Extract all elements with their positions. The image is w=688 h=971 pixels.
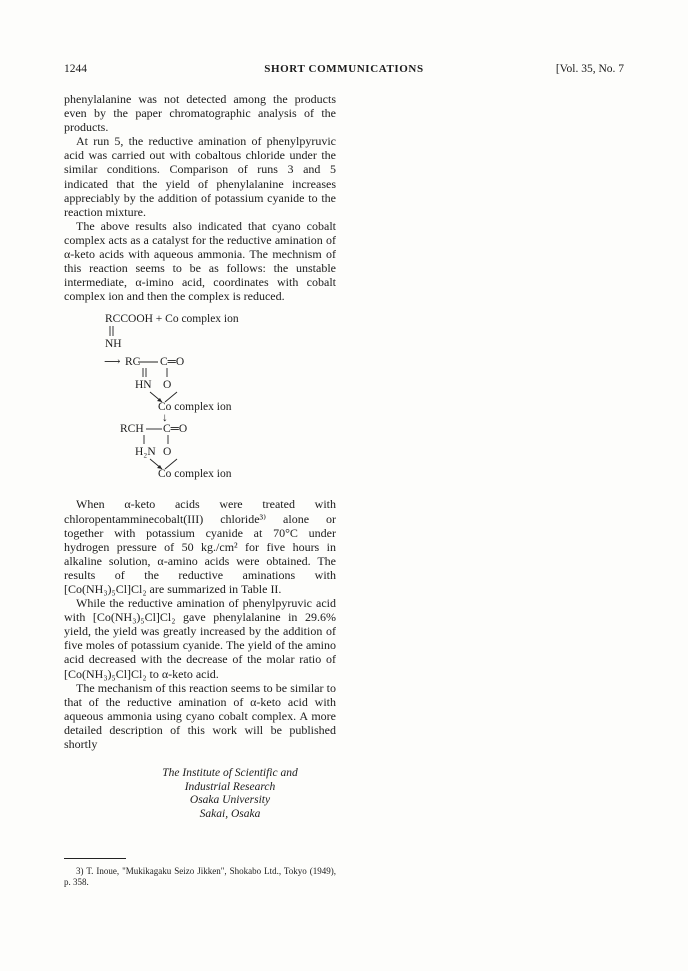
scheme-imine-nh: NH xyxy=(105,338,122,351)
affiliation-line-4: Sakai, Osaka xyxy=(199,807,261,820)
scheme-oxygen-2: O xyxy=(163,446,172,459)
scheme-hn: HN xyxy=(135,379,152,392)
page-header xyxy=(0,63,688,79)
paragraph-4: When α-keto acids were treated with chloropentamminecobalt(III) chloride³⁾ alone or together with potassium cyanide at 70°C under hydrogen pressure of 50 kg./cm² for five hours in alkaline solution, α-amino acids were obtained. The results of the reductive aminations with [Co(NH₃)₅Cl]Cl₂ are summarized in Table II. xyxy=(64,497,336,596)
paragraph-2: At run 5, the reductive amination of phenylpyruvic acid was carried out with cobaltous chloride under the similar conditions. Comparison of runs 3 and 5 indicated that the yield of phenylalanine increases appreciably by the addition of potassium cyanide to the reaction mixture. xyxy=(64,134,336,219)
reaction-scheme xyxy=(64,312,336,487)
footnote: 3) T. Inoue, "Mukikagaku Seizo Jikken", Shokabo Ltd., Tokyo (1949), p. 358. xyxy=(64,866,336,887)
scheme-oxygen-1: O xyxy=(163,379,172,392)
paragraph-1: phenylalanine was not detected among the products even by the paper chromatographic analysis of the products. xyxy=(64,92,336,135)
paragraph-3: The above results also indicated that cyano cobalt complex acts as a catalyst for the reductive amination of α-keto acids with aqueous ammonia. The mechnism of this reaction seems to be as follows: the unstable intermediate, α-imino acid, coordinates with cobalt complex ion and then the complex is reduced. xyxy=(64,218,336,304)
footnote-divider xyxy=(64,858,126,859)
affiliation xyxy=(124,767,336,821)
scheme-carbonyl-2: C═O xyxy=(163,423,188,436)
scheme-h2n: H₂N xyxy=(135,446,156,459)
section-title: SHORT COMMUNICATIONS xyxy=(264,63,424,75)
affiliation-line-3: Osaka University xyxy=(189,794,271,807)
affiliation-line-1: The Institute of Scientific and xyxy=(162,767,298,780)
scheme-arrow: ⟶ xyxy=(104,356,121,369)
text-column xyxy=(64,92,336,821)
paragraph-5: While the reductive amination of phenylpyruvic acid with [Co(NH₃)₅Cl]Cl₂ gave phenylalanine in 29.6% yield, the yield was greatly increased by the addition of five moles of potassium cyanide. The yield of the amino acid decreased with the decrease of the molar ratio of [Co(NH₃)₅Cl]Cl₂ to α-keto acid. xyxy=(64,596,336,681)
paragraph-6: The mechanism of this reaction seems to be similar to that of the reductive amination of α-keto acid with aqueous ammonia using cyano cobalt complex. A more detailed description of this work will be published shortly xyxy=(64,680,336,751)
scheme-rch: RCH xyxy=(120,423,144,436)
scheme-reactants: RCCOOH + Co complex ion xyxy=(105,313,239,326)
scheme-co-complex-1: Co complex ion xyxy=(158,401,232,414)
scheme-co-complex-2: Co complex ion xyxy=(158,468,232,481)
scheme-carbonyl-1: C═O xyxy=(160,356,185,369)
volume-info: [Vol. 35, No. 7 xyxy=(555,63,624,75)
affiliation-line-2: Industrial Research xyxy=(184,780,276,793)
scheme-down-arrow: ↓ xyxy=(162,412,168,425)
scheme-rc: RC xyxy=(125,356,141,369)
page-number: 1244 xyxy=(64,63,87,75)
